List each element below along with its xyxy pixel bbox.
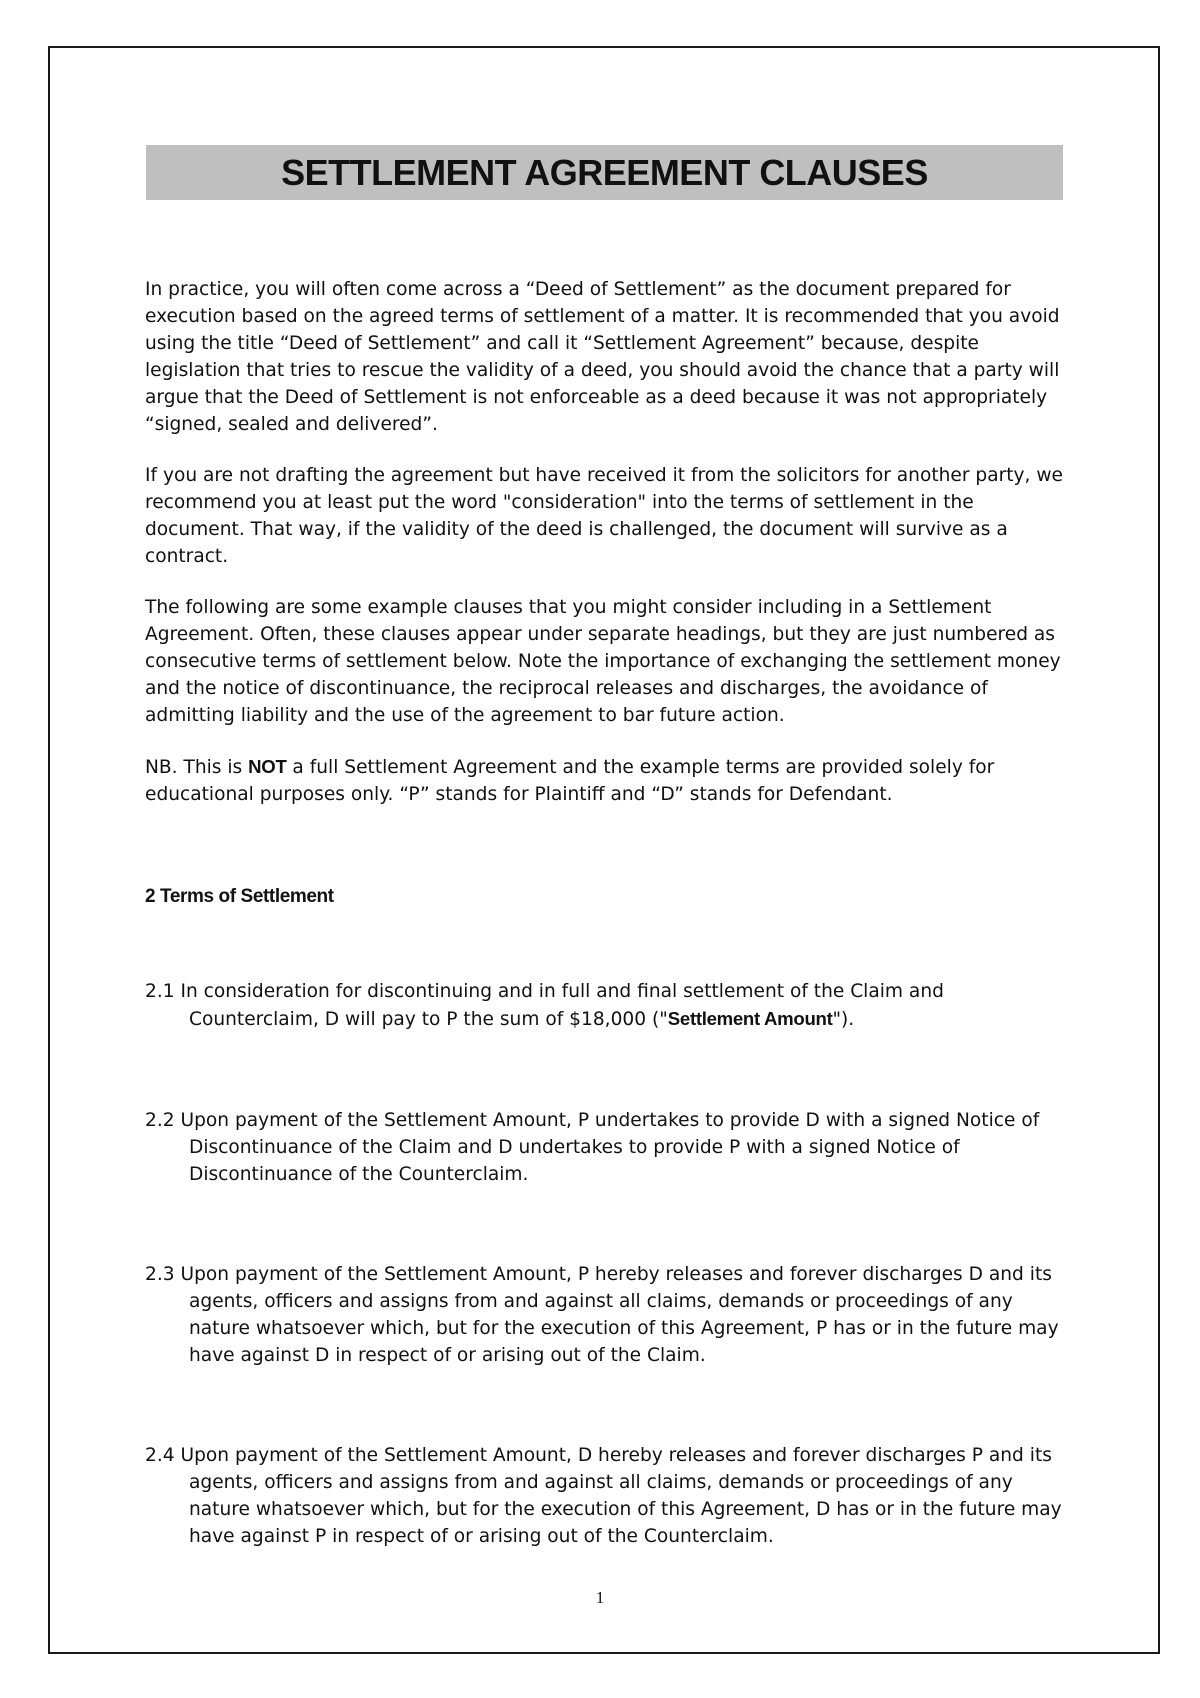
- page-number: 1: [595, 1588, 605, 1607]
- intro-paragraph-2: If you are not drafting the agreement but have received it from the solicitors for another party, we recommend you at least put the word "consideration" into the terms of settlement in the document. That way, if the validity of the deed is challenged, the document will survive as a contract.: [145, 465, 1063, 567]
- intro-section: [145, 276, 1065, 808]
- clause-2-1: [145, 978, 1070, 1033]
- document-title: SETTLEMENT AGREEMENT CLAUSES: [281, 151, 928, 193]
- nb-prefix: NB. This is: [145, 757, 249, 778]
- clause-2-1-defined-term: Settlement Amount: [667, 1008, 833, 1029]
- nb-paragraph: [145, 753, 1065, 808]
- intro-paragraph-1: In practice, you will often come across a “Deed of Settlement” as the document prepared for execution based on the agreed terms of settlement of a matter. It is recommended that you avoid using the title “Deed of Settlement” and call it “Settlement Agreement” because, despite legislation that tries to rescue the validity of a deed, you should avoid the chance that a party will argue that the Deed of Settlement is not enforceable as a deed because it was not appropriately “signed, sealed and delivered”.: [145, 279, 1060, 435]
- title-banner: [146, 145, 1063, 200]
- clause-2-1-end: ").: [832, 1009, 855, 1030]
- section-heading: 2 Terms of Settlement: [145, 886, 334, 907]
- clause-2-2: 2.2 Upon payment of the Settlement Amount, P undertakes to provide D with a signed Notice of Discontinuance of the Claim and D undertakes to provide P with a signed Notice of Discontinuance of the Counterclaim.: [145, 1110, 1040, 1185]
- clause-2-1-text: 2.1 In consideration for discontinuing and in full and final settlement of the Claim and Counterclaim, D will pay to P the sum of $18,000 (": [145, 981, 944, 1030]
- nb-suffix: a full Settlement Agreement and the example terms are provided solely for educational purposes only. “P” stands for Plaintiff and “D” stands for Defendant.: [145, 757, 995, 805]
- clause-2-3: 2.3 Upon payment of the Settlement Amount, P hereby releases and forever discharges D and its agents, officers and assigns from and against all claims, demands or proceedings of any nature whatsoever which, but for the execution of this Agreement, P has or in the future may have against D in respect of or arising out of the Claim.: [145, 1264, 1059, 1366]
- nb-bold-text: NOT: [248, 756, 287, 777]
- clause-2-4: 2.4 Upon payment of the Settlement Amount, D hereby releases and forever discharges P and its agents, officers and assigns from and against all claims, demands or proceedings of any nature whatsoever which, but for the execution of this Agreement, D has or in the future may have against P in respect of or arising out of the Counterclaim.: [145, 1445, 1062, 1547]
- intro-paragraph-3: The following are some example clauses that you might consider including in a Settlement Agreement. Often, these clauses appear under separate headings, but they are just numbered as consecutive terms of settlement below. Note the importance of exchanging the settlement money and the notice of discontinuance, the reciprocal releases and discharges, the avoidance of admitting liability and the use of the agreement to bar future action.: [145, 597, 1061, 726]
